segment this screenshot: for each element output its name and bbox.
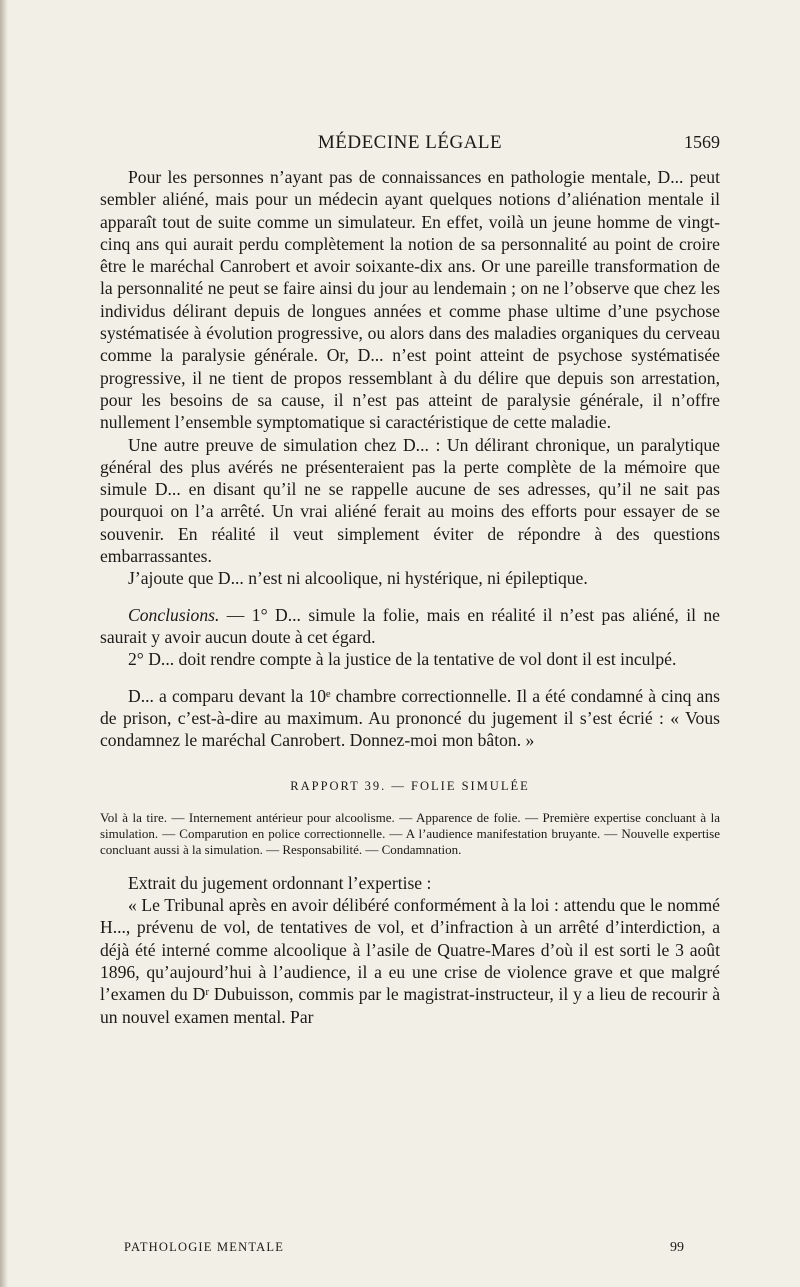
paragraph-memory-proof: Une autre preuve de simulation chez D... : Un délirant chronique, un paralytique général des plus avérés ne présenteraient pas la perte complète de la mémoire que simule D... en disant qu’il ne se rappelle aucune de ses adresses, qu’il ne sait pas pourquoi on l’a arrêté. Un vrai aliéné ferait au moins des efforts pour essayer de se souvenir. En réalité il veut simplement éviter de répondre à des questions embarrassantes. [100, 434, 720, 567]
paragraph-simulation-argument: Pour les personnes n’ayant pas de connaissances en pathologie mentale, D... peut sembler aliéné, mais pour un médecin ayant quelques notions d’aliénation mentale il apparaît tout de suite comme un simulateur. En effet, voilà un jeune homme de vingt-cinq ans qui aurait perdu complètement la notion de sa personnalité au point de croire être le maréchal Canrobert et avoir soixante-dix ans. Or une pareille transformation de la personnalité ne peut se faire ainsi du jour au lendemain ; on ne l’observe que chez les individus délirant depuis de longues années et comme phase ultime d’une psychose systématisée à évolution progressive, ou alors dans des maladies organiques du cerveau comme la paralysie générale. Or, D... n’est point atteint de psychose systématisée progressive, il ne tient de propos ressemblant à du délire que depuis son arrestation, pour les besoins de sa cause, il n’est pas atteint de paralysie générale, il n’offre nullement l’ensemble symptomatique si caractéristique de cette maladie. [100, 167, 720, 433]
paragraph-conclusions [100, 604, 720, 649]
paragraph-verdict: D... a comparu devant la 10ᵉ chambre correctionnelle. Il a été condamné à cinq ans de prison, c’est-à-dire au maximum. Au prononcé du jugement il s’est écrié : « Vous condamnez le maréchal Canrobert. Donnez-moi mon bâton. » [100, 685, 720, 751]
paragraph-judgment-intro: Extrait du jugement ordonnant l’expertise : [128, 872, 432, 893]
signature-mark: PATHOLOGIE MENTALE [124, 1240, 285, 1254]
conclusion-one: — 1° D... simule la folie, mais en réalité il n’est pas aliéné, il ne saurait y avoir aucun doute à cet égard. [100, 604, 720, 647]
paragraph-conclusion-two: 2° D... doit rendre compte à la justice de la tentative de vol dont il est inculpé. [128, 649, 677, 670]
page-footer [124, 1240, 684, 1258]
running-head-title: MÉDECINE LÉGALE [317, 132, 503, 153]
report-heading: RAPPORT 39. — FOLIE SIMULÉE [290, 779, 530, 794]
page-edge-shadow [0, 0, 8, 1287]
paragraph-judgment-text: « Le Tribunal après en avoir délibéré conformément à la loi : attendu que le nommé H..., prévenu de vol, de tentatives de vol, et d’infraction à un arrêté d’interdiction, a déjà été interné comme alcoolique à l’asile de Quatre-Mares d’où il est sorti le 3 août 1896, qu’aujourd’hui à l’audience, il a eu une crise de violence grave et que malgré l’examen du Dʳ Dubuisson, commis par le magistrat-instructeur, il y a lieu de recourir à un nouvel examen mental. Par [100, 895, 720, 1027]
running-head [100, 132, 720, 154]
body-text [100, 166, 720, 1028]
report-summary: Vol à la tire. — Internement antérieur pour alcoolisme. — Apparence de folie. — Première expertise concluant à la simulation. — Comparution en police correctionnelle. — A l’audience manifestation bruyante. — Nouvelle expertise concluant aussi à la simulation. — Responsabilité. — Condamnation. [100, 809, 720, 857]
conclusions-label: Conclusions. [128, 604, 220, 625]
paragraph-addendum: J’ajoute que D... n’est ni alcoolique, ni hystérique, ni épileptique. [128, 568, 588, 589]
sheet-number: 99 [670, 1240, 684, 1255]
page-number: 1569 [684, 132, 720, 152]
